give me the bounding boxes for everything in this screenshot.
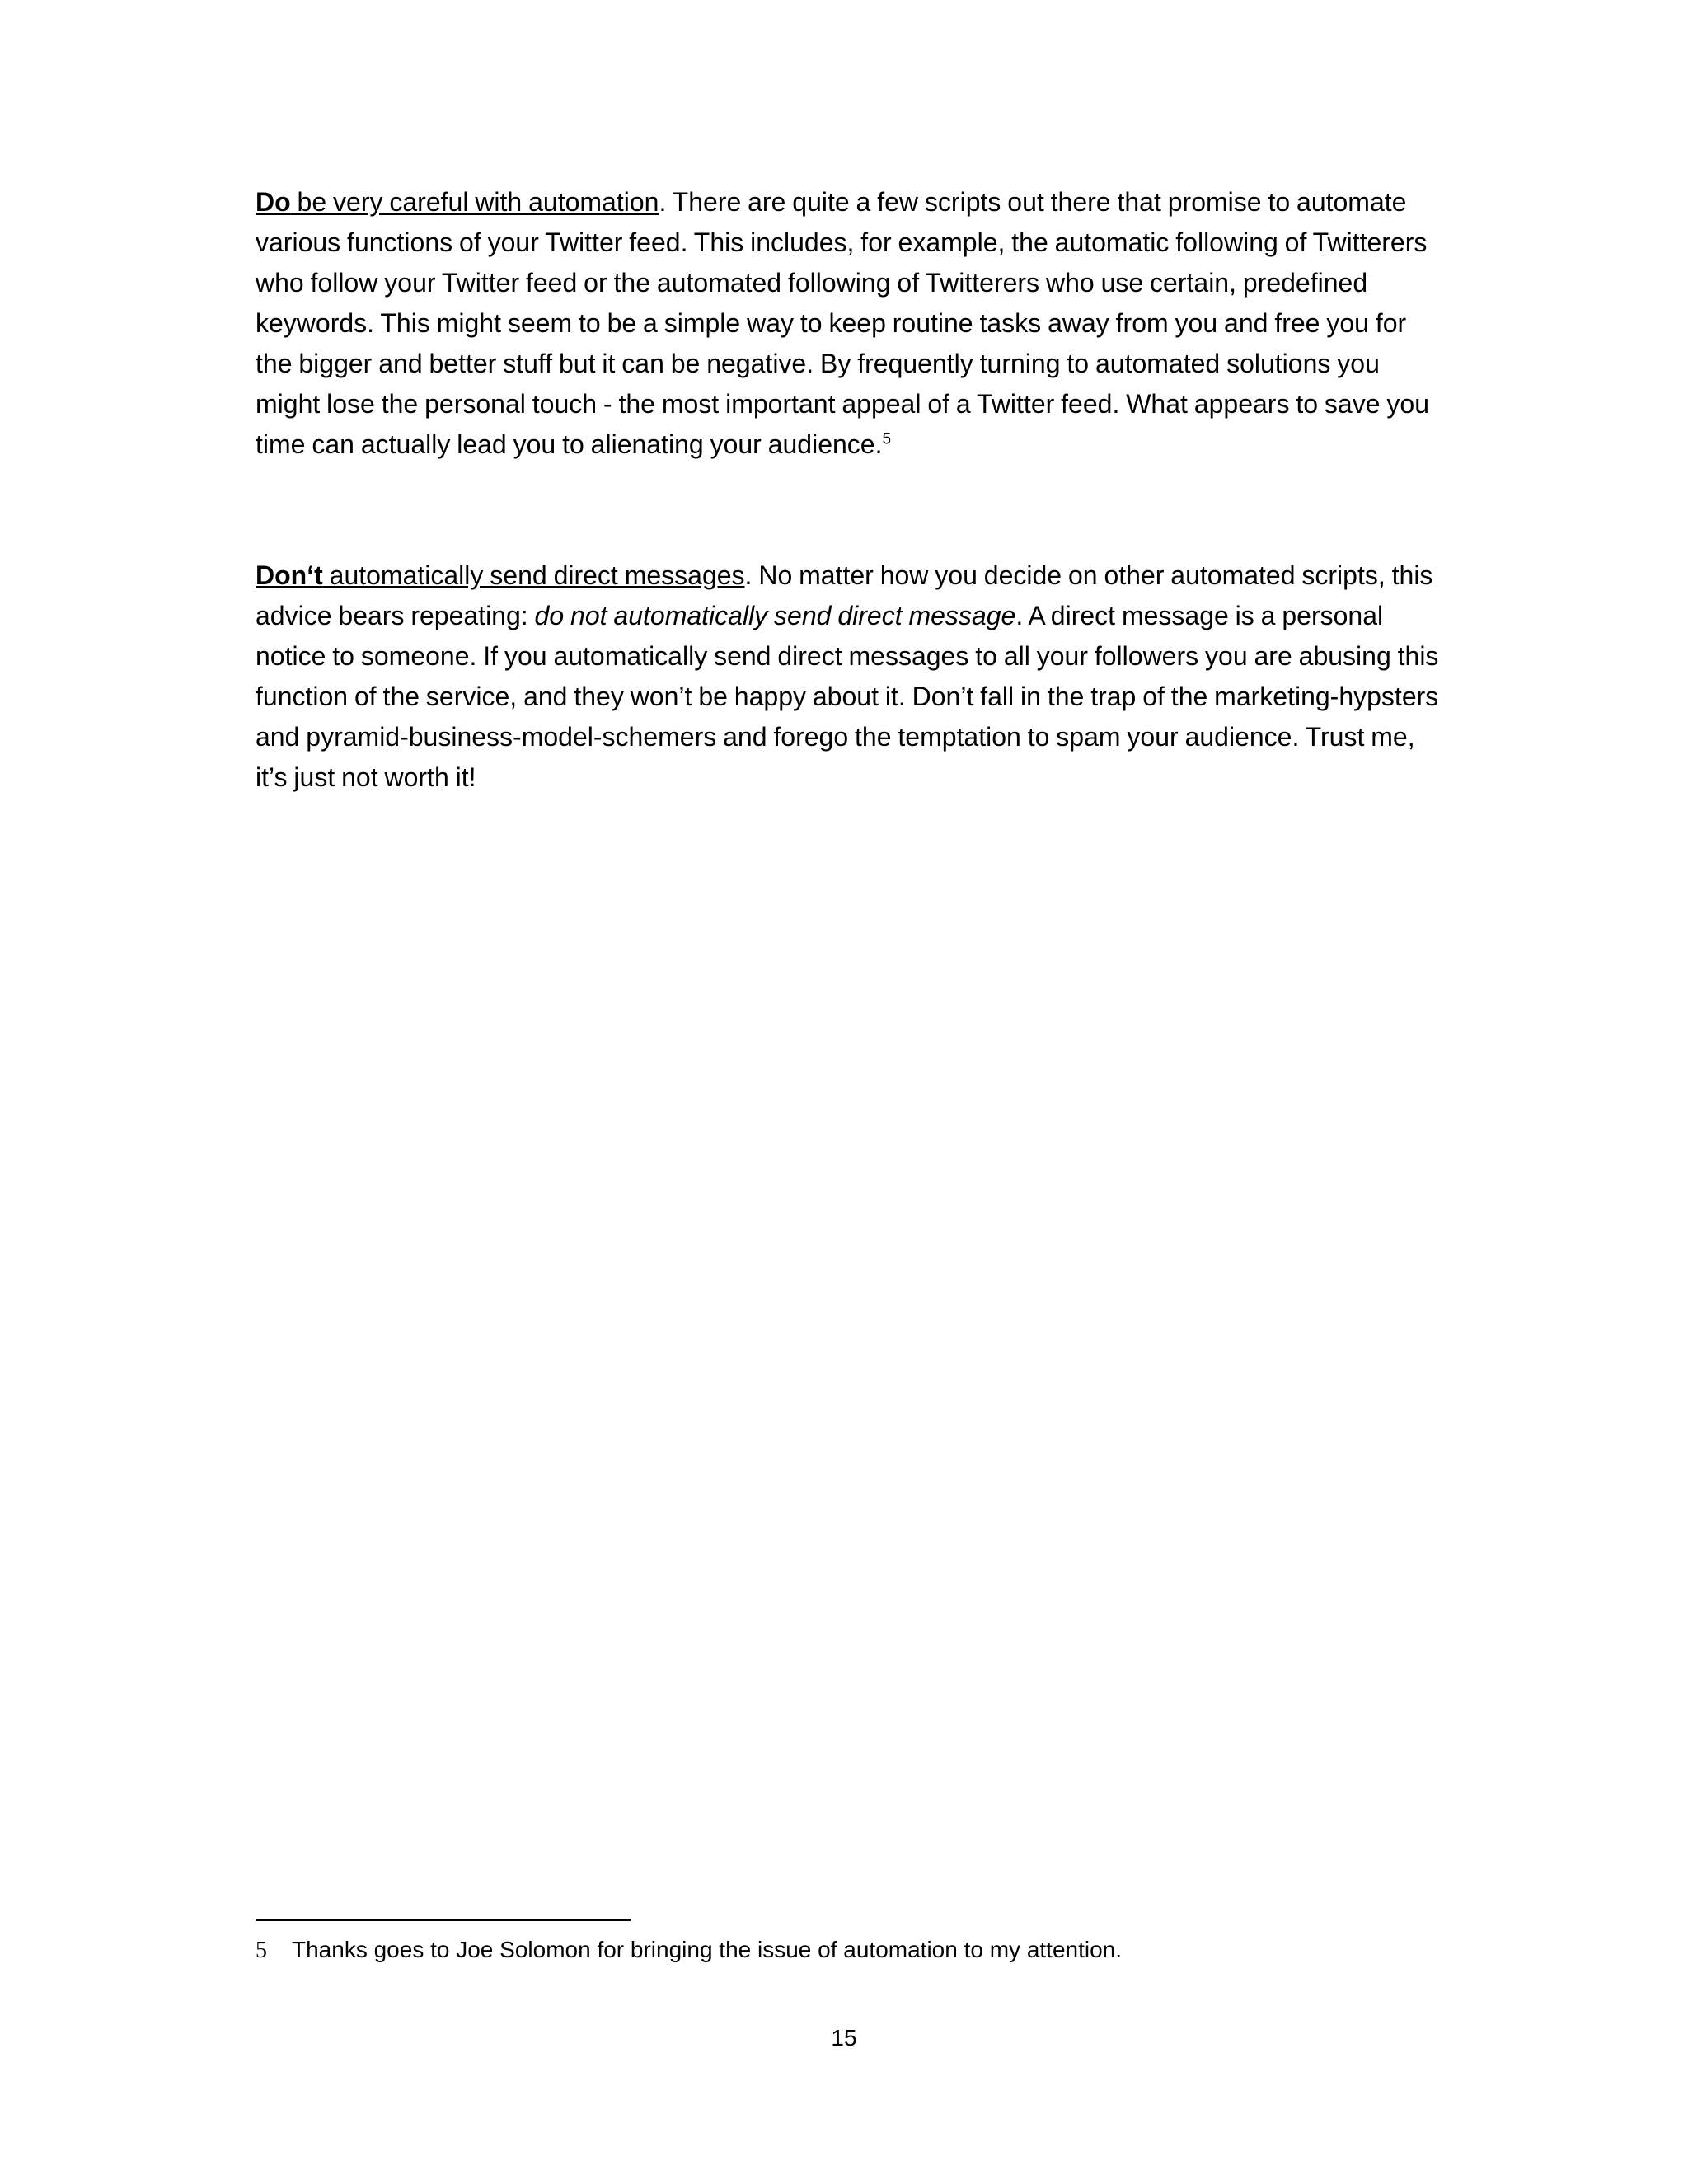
paragraph-italic-emphasis: do not automatically send direct message	[534, 601, 1016, 630]
paragraph-lead-heading: automatically send direct messages	[322, 560, 745, 590]
paragraph-body-continued: . A direct message is a personal notice to someone. If you automatically send direct messages to all your followers you are abusing this function of the service, and they won’t be happy about it. Don’t fall in the trap of the marketing-hypsters and pyramid-business-model-schemers and forego the temptation to spam your audience. Trust me, it’s just not worth it!	[256, 601, 1439, 792]
footnote-number: 5	[256, 1938, 267, 1963]
paragraph-lead-heading: be very careful with automation	[290, 187, 659, 217]
footnote-separator	[256, 1919, 631, 1921]
page-number: 15	[831, 2025, 857, 2050]
paragraph-direct-messages	[256, 555, 1442, 798]
footnote	[256, 1935, 1442, 1966]
paragraph-lead-bold: Do	[256, 187, 291, 217]
footnote-text: Thanks goes to Joe Solomon for bringing the issue of automation to my attention.	[292, 1937, 1123, 1962]
paragraph-automation	[256, 182, 1442, 465]
paragraph-body: . No matter how you decide on other automated scripts, this advice bears repeating:	[256, 560, 1433, 630]
paragraph-lead-bold: Don‘t	[256, 560, 323, 590]
footnote-reference[interactable]: 5	[882, 430, 892, 448]
paragraph-body: . There are quite a few scripts out there that promise to automate various functions of your Twitter feed. This includes, for example, the automatic following of Twitterers who follow your Twitter feed or the automated following of Twitterers who use certain, predefined keywords. This might seem to be a simple way to keep routine tasks away from you and free you for the bigger and better stuff but it can be negative. By frequently turning to automated solutions you might lose the personal touch - the most important appeal of a Twitter feed. What appears to save you time can actually lead you to alienating your audience.	[256, 187, 1429, 459]
